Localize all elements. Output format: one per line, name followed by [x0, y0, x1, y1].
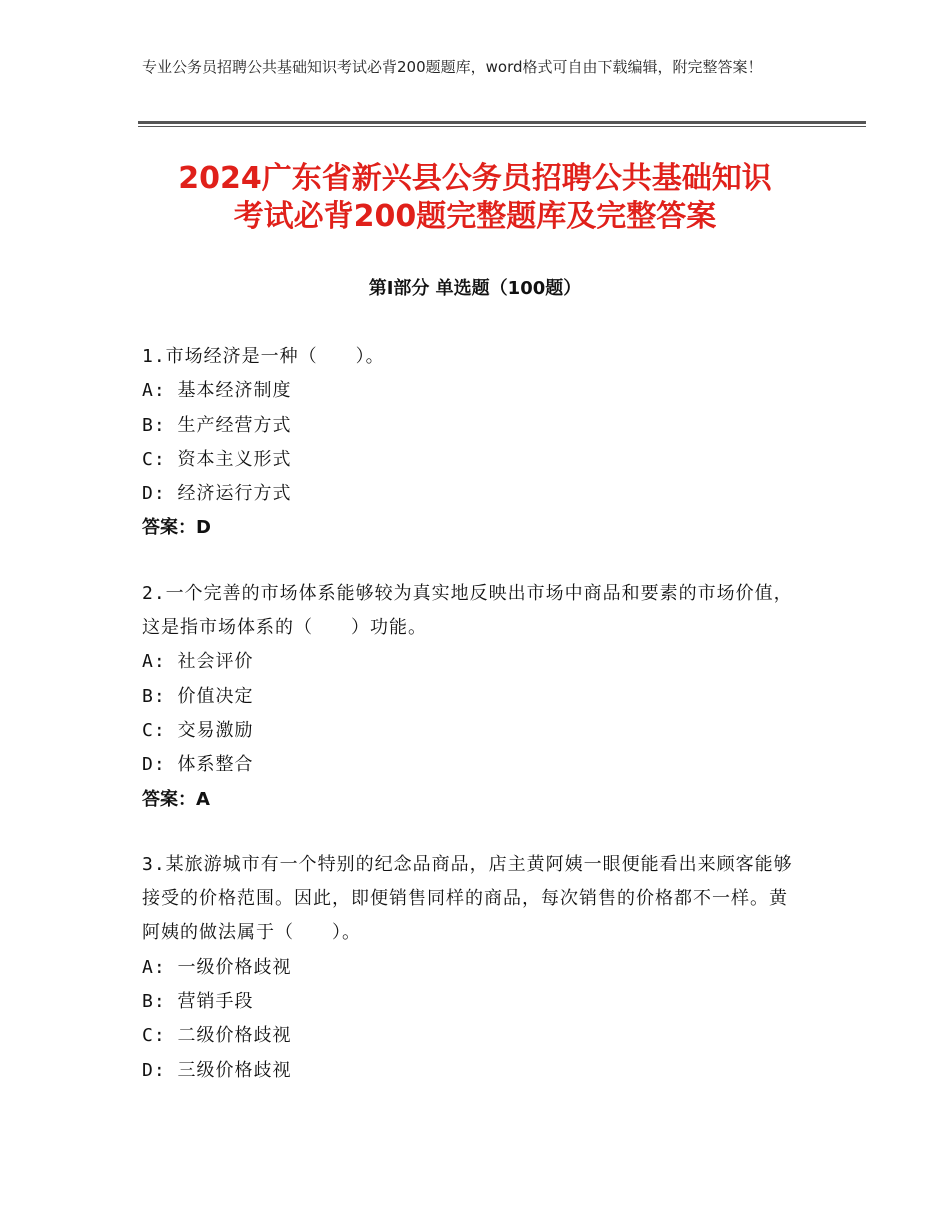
header-divider-thick [138, 121, 866, 124]
document-title-line-2: 考试必背200题完整题库及完整答案 [233, 199, 717, 234]
option-b: B: 营销手段 [142, 991, 254, 1013]
section-title: 第Ⅰ部分 单选题（100题） [368, 278, 582, 299]
question-2 [142, 577, 802, 817]
option-a: A: 社会评价 [142, 651, 254, 673]
option-d: D: 经济运行方式 [142, 483, 292, 505]
question-stem: 2.一个完善的市场体系能够较为真实地反映出市场中商品和要素的市场价值，这是指市场体系的（ ）功能。 [142, 582, 793, 639]
option-a: A: 基本经济制度 [142, 380, 292, 402]
document-title-line-1: 2024广东省新兴县公务员招聘公共基础知识 [178, 161, 772, 196]
answer-line: 答案：D [142, 517, 211, 539]
option-b: B: 价值决定 [142, 685, 254, 707]
header-divider-thin [138, 126, 866, 127]
document-title [100, 160, 850, 236]
answer-line: 答案：A [142, 788, 210, 810]
option-a: A: 一级价格歧视 [142, 956, 292, 978]
option-c: C: 二级价格歧视 [142, 1025, 292, 1047]
question-3 [142, 848, 802, 1088]
option-d: D: 三级价格歧视 [142, 1059, 292, 1081]
question-1 [142, 340, 802, 546]
option-c: C: 交易激励 [142, 719, 254, 741]
header-note: 专业公务员招聘公共基础知识考试必背200题题库，word格式可自由下载编辑，附完整答案！ [142, 58, 763, 76]
option-b: B: 生产经营方式 [142, 414, 292, 436]
question-stem: 3.某旅游城市有一个特别的纪念品商品，店主黄阿姨一眼便能看出来顾客能够接受的价格范围。因此，即便销售同样的商品，每次销售的价格都不一样。黄阿姨的做法属于（ ）。 [142, 853, 793, 944]
question-list [142, 340, 802, 1119]
option-d: D: 体系整合 [142, 754, 254, 776]
question-stem: 1.市场经济是一种（ ）。 [142, 346, 385, 367]
option-c: C: 资本主义形式 [142, 448, 292, 470]
